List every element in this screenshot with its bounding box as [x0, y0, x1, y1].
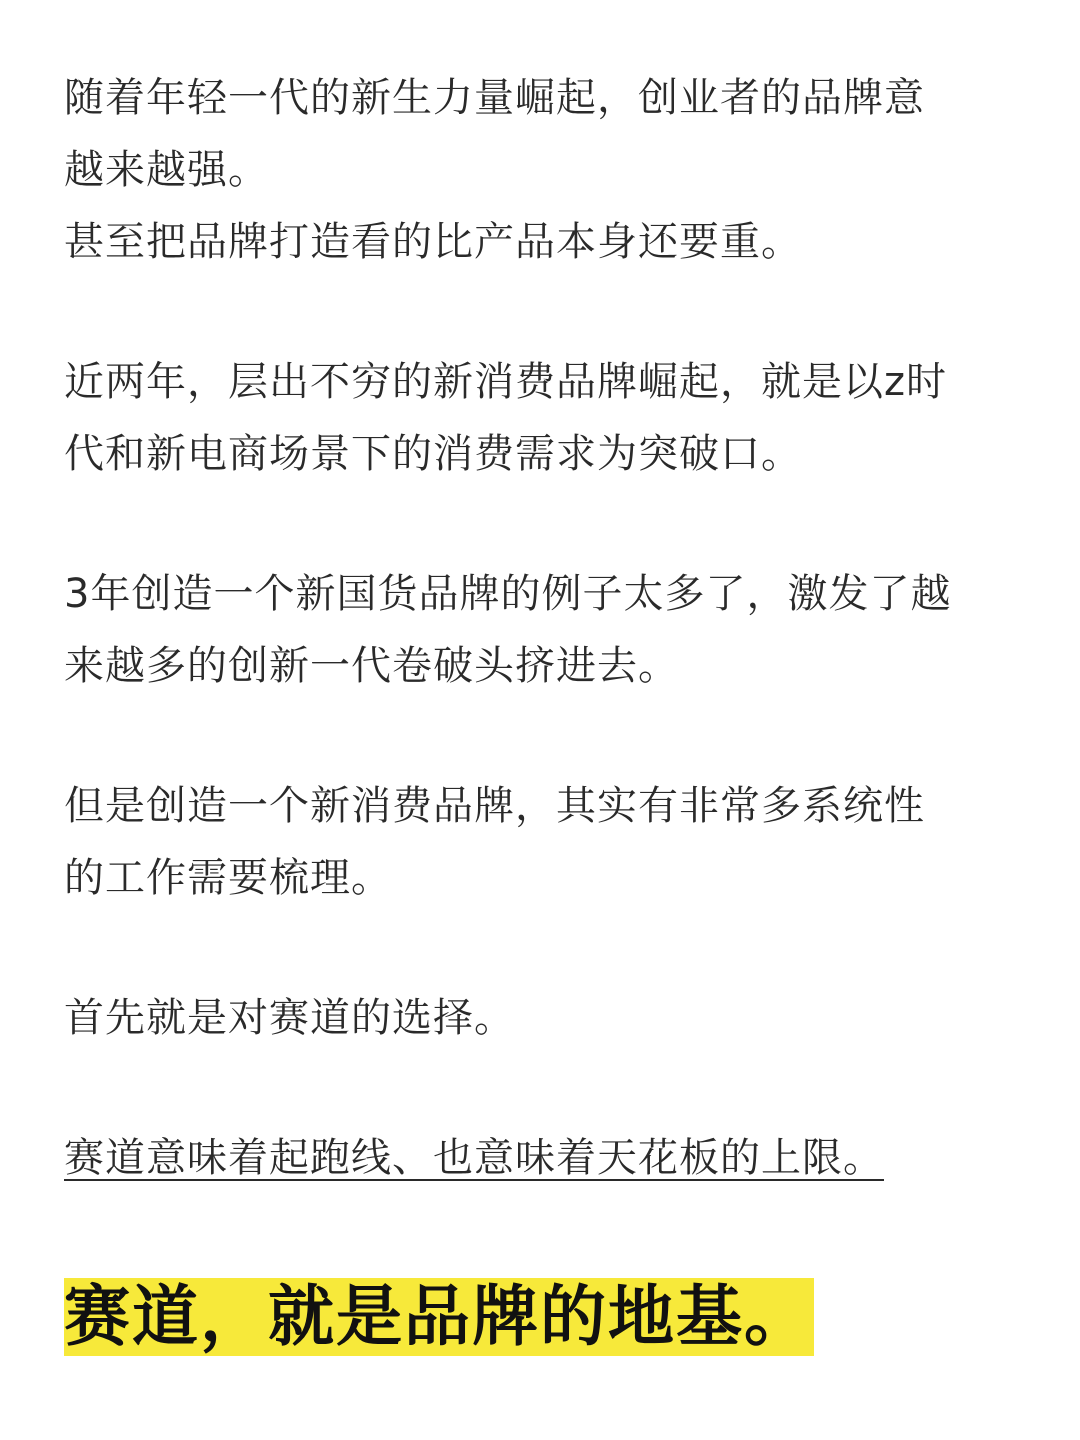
- paragraph-5: [64, 982, 1024, 1054]
- paragraph-line: 越来越强。: [64, 147, 269, 193]
- highlighted-headline: 赛道，就是品牌的地基。: [64, 1278, 812, 1355]
- paragraph-line: 代和新电商场景下的消费需求为突破口。: [64, 431, 802, 477]
- underlined-line: 赛道意味着起跑线、也意味着天花板的上限。: [64, 1135, 884, 1181]
- paragraph-1: [64, 62, 1024, 278]
- article-body: [64, 62, 1024, 1356]
- paragraph-3: [64, 558, 1024, 702]
- paragraph-line: 的工作需要梳理。: [64, 855, 392, 901]
- paragraph-line: 甚至把品牌打造看的比产品本身还要重。: [64, 219, 802, 265]
- paragraph-line: 首先就是对赛道的选择。: [64, 995, 515, 1041]
- underlined-sentence: [64, 1122, 1024, 1194]
- paragraph-2: [64, 346, 1024, 490]
- paragraph-line: 但是创造一个新消费品牌，其实有非常多系统性: [64, 783, 925, 829]
- paragraph-line: 3年创造一个新国货品牌的例子太多了，激发了越: [64, 571, 952, 617]
- paragraph-4: [64, 770, 1024, 914]
- paragraph-line: 近两年，层出不穷的新消费品牌崛起，就是以z时: [64, 359, 947, 405]
- paragraph-line: 来越多的创新一代卷破头挤进去。: [64, 643, 679, 689]
- paragraph-line: 随着年轻一代的新生力量崛起，创业者的品牌意: [64, 75, 925, 121]
- headline-block: [64, 1278, 1024, 1356]
